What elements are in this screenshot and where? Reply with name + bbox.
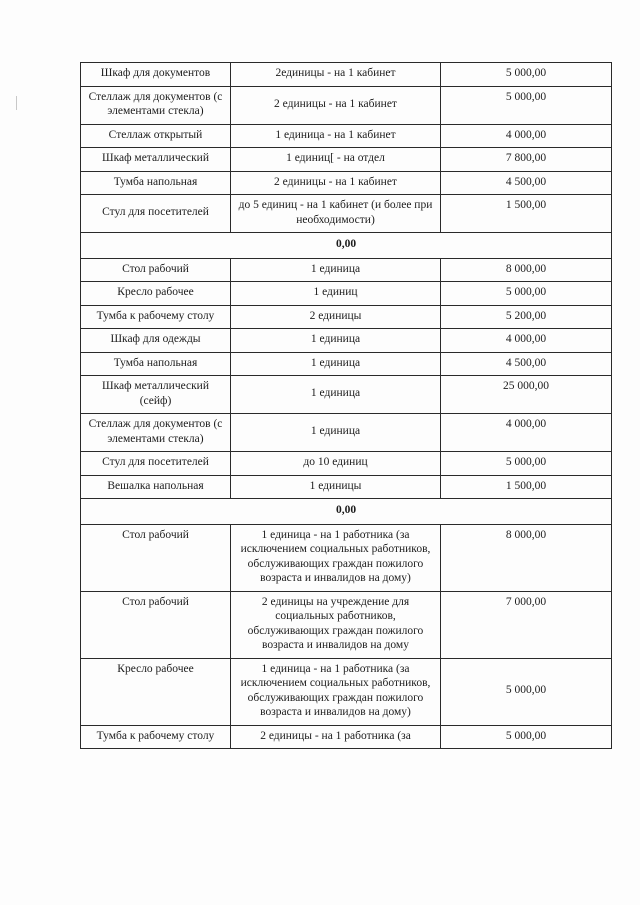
table-row <box>81 258 612 282</box>
item-price-cell: 5 000,00 <box>441 282 612 306</box>
item-name-cell: Стеллаж для документов (с элементами стекла) <box>81 414 231 452</box>
table-row <box>81 148 612 172</box>
item-name-cell: Вешалка напольная <box>81 475 231 499</box>
item-name-cell: Кресло рабочее <box>81 282 231 306</box>
item-quantity-cell: 1 единица <box>231 352 441 376</box>
table-row <box>81 475 612 499</box>
item-quantity-cell: 1 единиц <box>231 282 441 306</box>
item-name-cell: Шкаф металлический (сейф) <box>81 376 231 414</box>
item-price-cell: 4 500,00 <box>441 352 612 376</box>
item-quantity-cell: 2 единицы - на 1 кабинет <box>231 171 441 195</box>
table-row <box>81 658 612 725</box>
item-price-cell: 1 500,00 <box>441 475 612 499</box>
item-price-cell: 5 200,00 <box>441 305 612 329</box>
item-price-cell: 5 000,00 <box>441 63 612 87</box>
item-price-cell: 5 000,00 <box>441 452 612 476</box>
table-row <box>81 305 612 329</box>
item-quantity-cell: 1 единица - на 1 работника (за исключением социальных работников, обслуживающих граждан пожилого возраста и инвалидов на дому) <box>231 524 441 591</box>
item-quantity-cell: 1 единица <box>231 329 441 353</box>
item-price-cell: 8 000,00 <box>441 258 612 282</box>
item-name-cell: Стул для посетителей <box>81 195 231 233</box>
item-name-cell: Тумба напольная <box>81 352 231 376</box>
table-row <box>81 376 612 414</box>
item-name-cell: Стул для посетителей <box>81 452 231 476</box>
item-price-cell: 8 000,00 <box>441 524 612 591</box>
item-name-cell: Тумба к рабочему столу <box>81 305 231 329</box>
item-price-cell: 7 800,00 <box>441 148 612 172</box>
item-name-cell: Шкаф для одежды <box>81 329 231 353</box>
item-quantity-cell: до 5 единиц - на 1 кабинет (и более при необходимости) <box>231 195 441 233</box>
item-quantity-cell: до 10 единиц <box>231 452 441 476</box>
table-row <box>81 63 612 87</box>
table-row <box>81 352 612 376</box>
item-quantity-cell: 1 единица <box>231 376 441 414</box>
item-quantity-cell: 1 единиц[ - на отдел <box>231 148 441 172</box>
item-name-cell: Шкаф металлический <box>81 148 231 172</box>
item-name-cell: Стеллаж открытый <box>81 124 231 148</box>
item-price-cell: 4 000,00 <box>441 124 612 148</box>
table-row <box>81 591 612 658</box>
item-quantity-cell: 1 единица <box>231 258 441 282</box>
section-row <box>81 499 612 525</box>
item-quantity-cell: 2 единицы - на 1 кабинет <box>231 86 441 124</box>
table-row <box>81 329 612 353</box>
item-price-cell: 4 500,00 <box>441 171 612 195</box>
table-row <box>81 725 612 749</box>
scan-margin-mark <box>16 96 17 110</box>
section-total: 0,00 <box>81 233 612 259</box>
item-quantity-cell: 2единицы - на 1 кабинет <box>231 63 441 87</box>
table-row <box>81 171 612 195</box>
item-price-cell: 25 000,00 <box>441 376 612 414</box>
item-name-cell: Шкаф для документов <box>81 63 231 87</box>
table-row <box>81 86 612 124</box>
item-quantity-cell: 2 единицы на учреждение для социальных работников, обслуживающих граждан пожилого возраста и инвалидов на дому <box>231 591 441 658</box>
item-quantity-cell: 1 единицы <box>231 475 441 499</box>
item-name-cell: Стеллаж для документов (с элементами стекла) <box>81 86 231 124</box>
item-price-cell: 5 000,00 <box>441 658 612 725</box>
item-name-cell: Кресло рабочее <box>81 658 231 725</box>
table-body <box>81 63 612 749</box>
table-row <box>81 282 612 306</box>
table-row <box>81 195 612 233</box>
item-price-cell: 5 000,00 <box>441 86 612 124</box>
furniture-norms-table <box>80 62 612 749</box>
table-row <box>81 452 612 476</box>
item-name-cell: Стол рабочий <box>81 258 231 282</box>
table-row <box>81 414 612 452</box>
item-quantity-cell: 1 единица <box>231 414 441 452</box>
item-quantity-cell: 1 единица - на 1 кабинет <box>231 124 441 148</box>
section-row <box>81 233 612 259</box>
item-price-cell: 4 000,00 <box>441 329 612 353</box>
table-row <box>81 124 612 148</box>
item-name-cell: Стол рабочий <box>81 591 231 658</box>
item-price-cell: 7 000,00 <box>441 591 612 658</box>
item-price-cell: 5 000,00 <box>441 725 612 749</box>
item-name-cell: Тумба напольная <box>81 171 231 195</box>
item-quantity-cell: 1 единица - на 1 работника (за исключением социальных работников, обслуживающих граждан пожилого возраста и инвалидов на дому) <box>231 658 441 725</box>
item-quantity-cell: 2 единицы - на 1 работника (за <box>231 725 441 749</box>
item-quantity-cell: 2 единицы <box>231 305 441 329</box>
item-price-cell: 4 000,00 <box>441 414 612 452</box>
section-total: 0,00 <box>81 499 612 525</box>
item-name-cell: Тумба к рабочему столу <box>81 725 231 749</box>
item-name-cell: Стол рабочий <box>81 524 231 591</box>
item-price-cell: 1 500,00 <box>441 195 612 233</box>
table-row <box>81 524 612 591</box>
